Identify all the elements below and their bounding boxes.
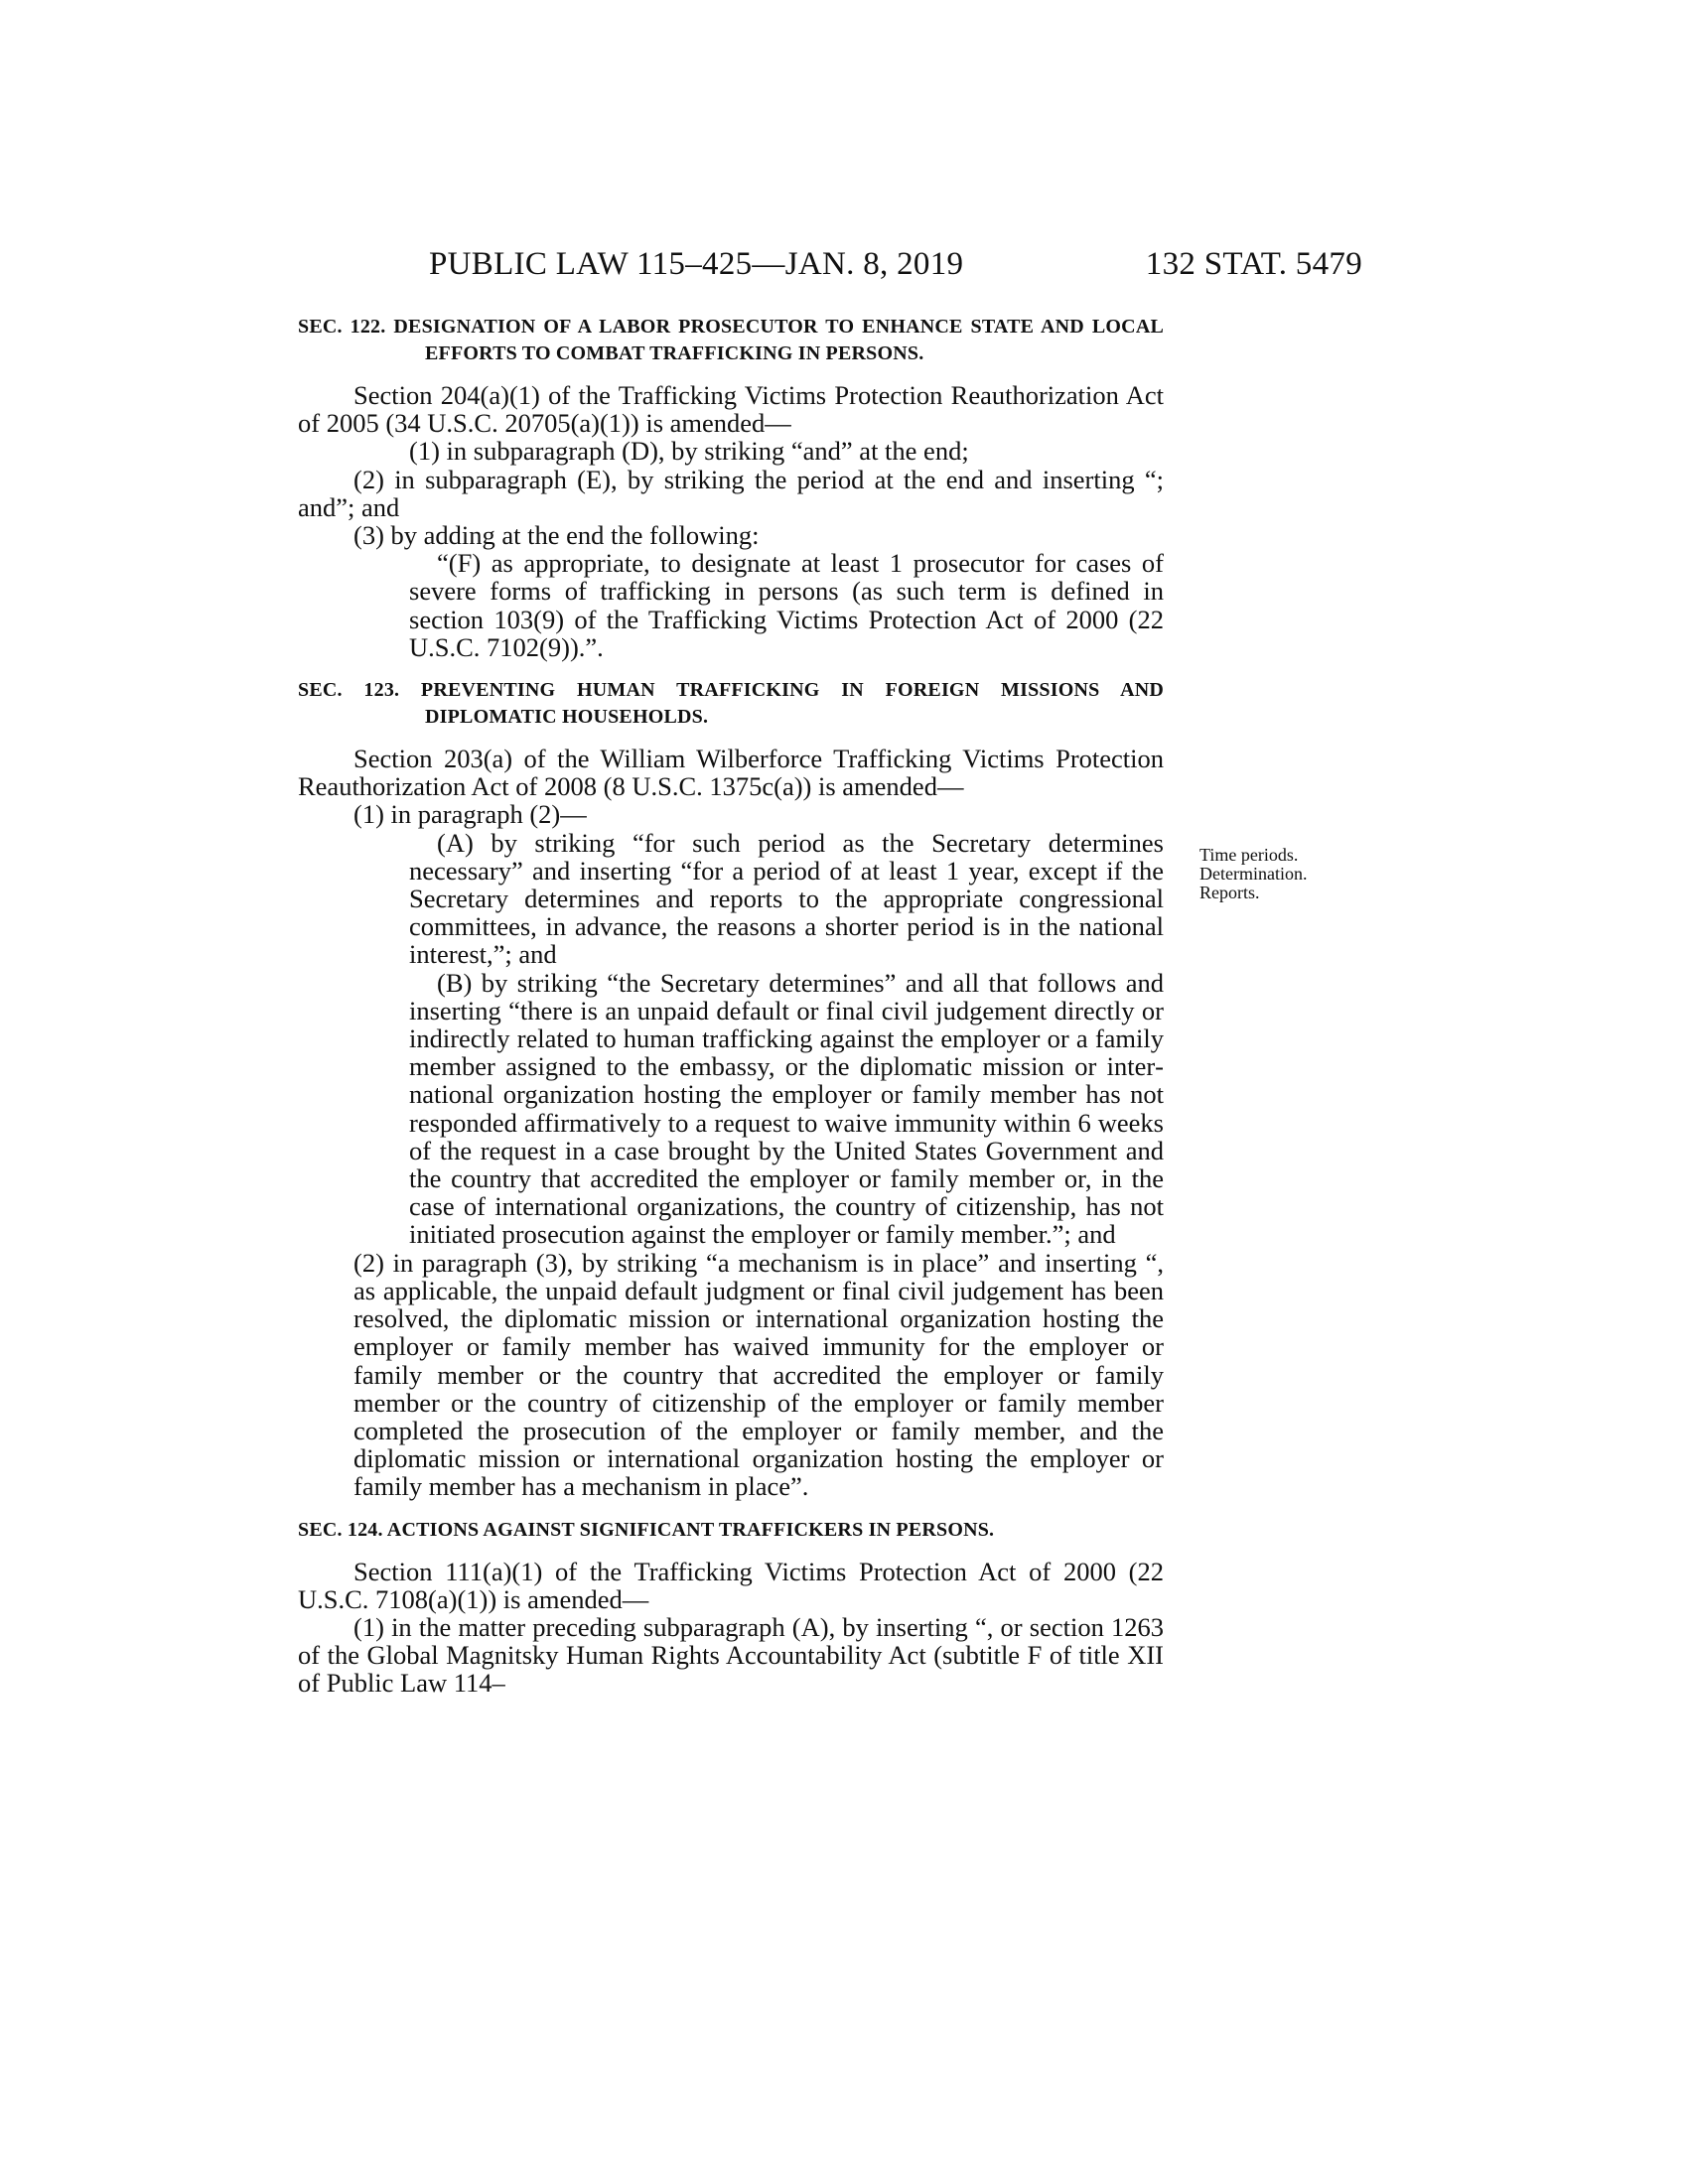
section-122-item-3: (3) by adding at the end the following: — [353, 520, 760, 551]
section-122-intro: Section 204(a)(1) of the Trafficking Victims Protection Reauthorization Act of 2005 (34 U.S.C. 20705(a)(1)) is amended— — [298, 380, 1164, 439]
section-123-item-2-text: (2) in paragraph (3), by striking “a mechanism is in place” and inserting “, as applicable, the unpaid default judgment or final civil judgement has been resolved, the diplomatic mission or international organization hosting the employer or family member has waived immunity for the employer or family member or the country that accredited the employer or family member or the country of citizenship of the employer or family member completed the prosecution of the employer or family member, and the diplomatic mission or international organization hosting the employer or family member has a mechanism in place”. — [353, 1247, 1164, 1502]
section-heading-123: SEC. 123. PREVENTING HUMAN TRAFFICKING IN FOREIGN MISSIONS AND DIPLOMATIC HOUSEHOLDS. — [298, 679, 1164, 729]
section-123-item-a: (A) by striking “for such period as the Secretary determines necessary” and inserting “for a period of at least 1 year, except if the Secretary determines and reports to the appropriate congressional committees, in advance, the reasons a shorter period is in the national interest,”; and — [409, 827, 1164, 970]
section-124-intro: Section 111(a)(1) of the Trafficking Victims Protection Act of 2000 (22 U.S.C. 7108(a)(1)) is amended— — [298, 1556, 1164, 1614]
running-title: PUBLIC LAW 115–425—JAN. 8, 2019 — [429, 246, 964, 282]
margin-note-time-periods: Time periods. — [1199, 845, 1299, 865]
section-122-quote: “(F) as appropriate, to designate at least 1 prosecutor for cases of severe forms of trafficking in persons (as such term is defined in section 103(9) of the Trafficking Victims Protection Act of 2000 (22 U.S.C. 7102(9)).”. — [409, 548, 1164, 662]
margin-note-determination: Determination. — [1199, 864, 1308, 884]
section-heading-124: SEC. 124. ACTIONS AGAINST SIGNIFICANT TRAFFICKERS IN PERSONS. — [298, 1518, 995, 1541]
section-123-intro: Section 203(a) of the William Wilberforce Trafficking Victims Protection Reauthorization Act of 2008 (8 U.S.C. 1375c(a)) is amended— — [298, 744, 1164, 802]
section-124-item-1: (1) in the matter preceding subparagraph (A), by inserting “, or section 1263 of the Global Magnitsky Human Rights Accountability Act (subtitle F of title XII of Public Law 114– — [298, 1611, 1164, 1699]
stat-page-number: 132 STAT. 5479 — [1145, 246, 1362, 282]
margin-note-reports: Reports. — [1199, 883, 1260, 902]
section-heading-122: SEC. 122. DESIGNATION OF A LABOR PROSECUTOR TO ENHANCE STATE AND LOCAL EFFORTS TO COMBAT TRAFFICKING IN PERSONS. — [298, 316, 1164, 364]
document-body — [298, 314, 1164, 1698]
margin-notes — [1199, 846, 1368, 902]
section-123-item-b: (B) by striking “the Secretary determines” and all that follows and inserting “there is an unpaid default or final civil judgement directly or indirectly related to human trafficking against the employer or a family member assigned to the embassy, or the diplomatic mission or international organization hosting the employer or family member has not responded affirmatively to a request to waive immunity within 6 weeks of the request in a case brought by the United States Government and the country that accredited the employer or family member or, in the case of international organizations, the country of citizenship, has not initiated prosecution against the employer or family member.”; and — [409, 967, 1164, 1250]
section-122-item-1: (1) in subparagraph (D), by striking “and” at the end; — [409, 436, 969, 467]
section-123-item-1: (1) in paragraph (2)— — [353, 799, 587, 830]
section-122-item-2: (2) in subparagraph (E), by striking the period at the end and inserting “; and”; and — [298, 464, 1164, 522]
page-header — [298, 246, 1362, 286]
section-123-item-2 — [298, 1249, 1164, 1501]
